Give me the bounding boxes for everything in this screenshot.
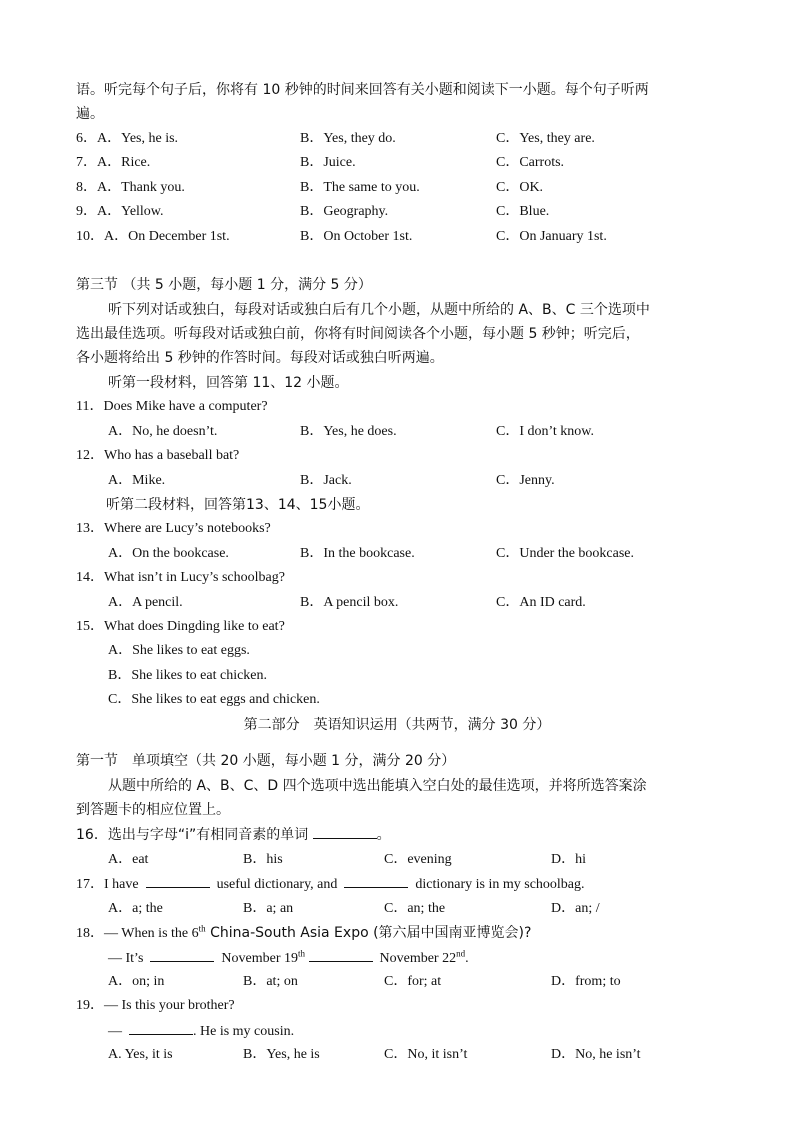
q17-blank-1	[146, 874, 210, 888]
q18-blank-2	[309, 948, 373, 962]
part2-instruction-2: 到答题卡的相应位置上。	[76, 802, 230, 818]
q17-stem: 17．I have useful dictionary, and dictionary is in my schoolbag.	[76, 874, 585, 895]
q19-blank	[129, 1021, 193, 1035]
q13-option-a: A．On the bookcase.	[108, 546, 229, 561]
q11-stem: 11．Does Mike have a computer?	[76, 399, 268, 414]
q17-option-b: B．a; an	[243, 901, 294, 916]
q16-option-c: C．evening	[384, 852, 452, 867]
item-10-a: 10．A．On December 1st.	[76, 229, 230, 244]
q19-option-a: A. Yes, it is	[108, 1047, 173, 1062]
item-10-b: B．On October 1st.	[300, 229, 413, 244]
item-9-a: 9．A．Yellow.	[76, 204, 164, 219]
q18-option-c: C．for; at	[384, 974, 442, 989]
item-8-b: B．The same to you.	[300, 180, 420, 195]
q13-option-c: C．Under the bookcase.	[496, 546, 635, 561]
item-6-b: B．Yes, they do.	[300, 131, 396, 146]
section3-instruction-3: 各小题将给出 5 秒钟的作答时间。每段对话或独白听两遍。	[76, 350, 444, 366]
item-6-a: 6．A．Yes, he is.	[76, 131, 179, 146]
material-1-label: 听第一段材料，回答第 11、12 小题。	[108, 375, 349, 391]
q16-option-b: B．his	[243, 852, 283, 867]
item-8-a: 8．A．Thank you.	[76, 180, 185, 195]
part2-section1-header: 第一节 单项填空（共 20 小题，每小题 1 分，满分 20 分）	[76, 753, 456, 769]
q19-line-2: — . He is my cousin.	[108, 1021, 294, 1042]
part2-instruction-1: 从题中所给的 A、B、C、D 四个选项中选出能填入空白处的最佳选项，并将所选答案涂	[108, 778, 647, 794]
section3-header: 第三节 （共 5 小题，每小题 1 分，满分 5 分）	[76, 277, 372, 293]
section3-instruction-1: 听下列对话或独白，每段对话或独白后有几个小题，从题中所给的 A、B、C 三个选项中	[108, 302, 650, 318]
q15-stem: 15．What does Dingding like to eat?	[76, 619, 285, 634]
q14-option-c: C．An ID card.	[496, 595, 586, 610]
q15-option-c: C．She likes to eat eggs and chicken.	[108, 692, 320, 707]
part2-title: 第二部分 英语知识运用（共两节，满分 30 分）	[243, 717, 551, 733]
q18-line-2: — It’s November 19th November 22nd.	[108, 948, 469, 966]
q12-option-c: C．Jenny.	[496, 473, 555, 488]
q11-option-a: A．No, he doesn’t.	[108, 424, 218, 439]
q16-blank	[313, 825, 377, 839]
q19-option-b: B．Yes, he is	[243, 1047, 320, 1062]
intro-line-2: 遍。	[76, 106, 104, 122]
q13-option-b: B．In the bookcase.	[300, 546, 415, 561]
item-10-c: C．On January 1st.	[496, 229, 607, 244]
q19-option-d: D．No, he isn’t	[551, 1047, 641, 1062]
q18-option-a: A．on; in	[108, 974, 165, 989]
item-8-c: C．OK.	[496, 180, 544, 195]
q14-option-b: B．A pencil box.	[300, 595, 399, 610]
material-2-label: 听第二段材料，回答第13、14、15小题。	[106, 497, 370, 513]
item-6-c: C．Yes, they are.	[496, 131, 595, 146]
q11-option-c: C．I don’t know.	[496, 424, 594, 439]
item-7-c: C．Carrots.	[496, 155, 565, 170]
q14-stem: 14．What isn’t in Lucy’s schoolbag?	[76, 570, 285, 585]
q17-blank-2	[344, 874, 408, 888]
q15-option-b: B．She likes to eat chicken.	[108, 668, 268, 683]
q12-option-b: B．Jack.	[300, 473, 352, 488]
q19-option-c: C．No, it isn’t	[384, 1047, 468, 1062]
item-9-c: C．Blue.	[496, 204, 550, 219]
intro-line-1: 语。听完每个句子后，你将有 10 秒钟的时间来回答有关小题和阅读下一小题。每个句子听两	[76, 82, 649, 98]
q17-option-a: A．a; the	[108, 901, 163, 916]
section3-instruction-2: 选出最佳选项。听每段对话或独白前，你将有时间阅读各个小题，每小题 5 秒钟；听完后，	[76, 326, 640, 342]
q18-line-1: 18．— When is the 6th China-South Asia Expo (第六届中国南亚博览会)?	[76, 923, 532, 941]
q16-option-d: D．hi	[551, 852, 586, 867]
q17-option-c: C．an; the	[384, 901, 446, 916]
q18-option-d: D．from; to	[551, 974, 621, 989]
q18-option-b: B．at; on	[243, 974, 298, 989]
q11-option-b: B．Yes, he does.	[300, 424, 397, 439]
item-7-b: B．Juice.	[300, 155, 356, 170]
q16-stem: 16．选出与字母“i”有相同音素的单词 。	[76, 827, 391, 843]
q18-blank-1	[150, 948, 214, 962]
q19-line-1: 19．— Is this your brother?	[76, 998, 235, 1013]
q13-stem: 13．Where are Lucy’s notebooks?	[76, 521, 271, 536]
q12-stem: 12．Who has a baseball bat?	[76, 448, 240, 463]
q15-option-a: A．She likes to eat eggs.	[108, 643, 250, 658]
q14-option-a: A．A pencil.	[108, 595, 183, 610]
q17-option-d: D．an; /	[551, 901, 600, 916]
item-7-a: 7．A．Rice.	[76, 155, 151, 170]
q12-option-a: A．Mike.	[108, 473, 166, 488]
q16-option-a: A．eat	[108, 852, 149, 867]
item-9-b: B．Geography.	[300, 204, 389, 219]
